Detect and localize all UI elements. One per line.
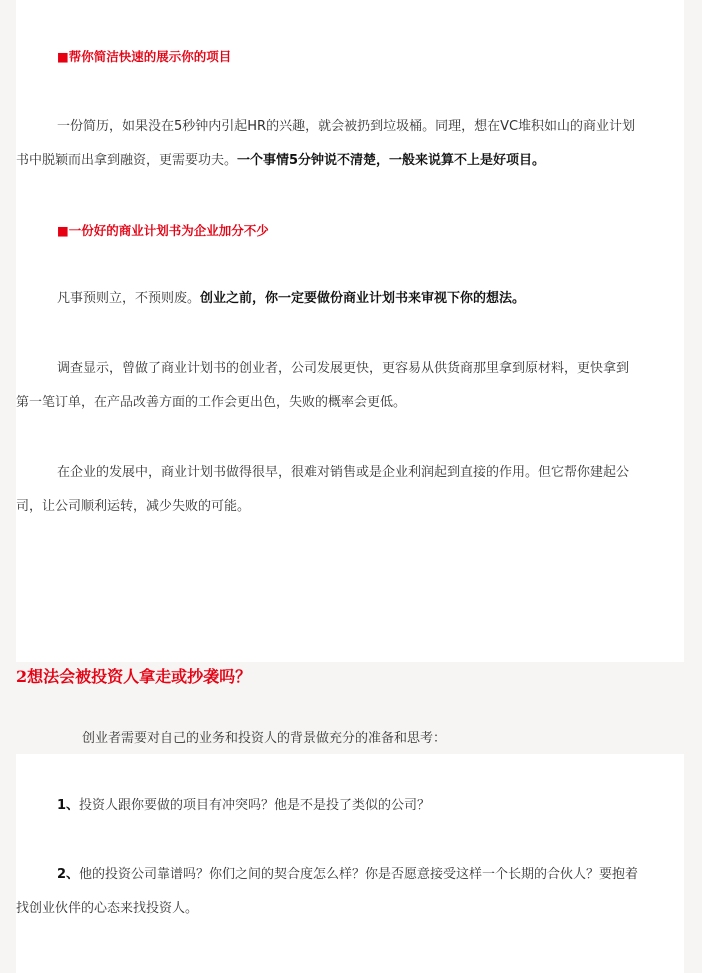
content-panel-top: [16, 0, 684, 662]
paragraph-1-bold-text: 一个事情5分钟说不清楚，一般来说算不上是好项目。: [237, 153, 546, 168]
paragraph-4-line-2: 司，让公司顺利运转，减少失败的可能。: [16, 499, 251, 514]
paragraph-4-line-1: 在企业的发展中，商业计划书做得很早，很难对销售或是企业利润起到直接的作用。但它帮你建起公: [57, 465, 630, 480]
section-heading-business-plan: ■一份好的商业计划书为企业加分不少: [57, 223, 269, 238]
section-2-intro: 创业者需要对自己的业务和投资人的背景做充分的准备和思考：: [82, 731, 447, 746]
paragraph-2: [57, 290, 525, 308]
content-panel-bottom: [16, 754, 684, 973]
paragraph-2-bold-text: 创业之前，你一定要做份商业计划书来审视下你的想法。: [200, 291, 526, 306]
question-2-text: 他的投资公司靠谱吗？你们之间的契合度怎么样？你是否愿意接受这样一个长期的合伙人？要抱着: [79, 867, 639, 882]
section-heading-showcase: ■帮你简洁快速的展示你的项目: [57, 49, 232, 64]
paragraph-1-normal-text: 书中脱颖而出拿到融资，更需要功夫。: [16, 153, 238, 168]
question-2-number: 2、: [57, 867, 80, 882]
question-2-line-1: [57, 866, 638, 884]
paragraph-1-line-1: 一份简历，如果没在5秒钟内引起HR的兴趣，就会被扔到垃圾桶。同理，想在VC堆积如山的商业计划: [57, 119, 636, 134]
question-1: [57, 797, 430, 815]
paragraph-3-line-2: 第一笔订单，在产品改善方面的工作会更出色，失败的概率会更低。: [16, 395, 407, 410]
section-title-idea-theft: 2想法会被投资人拿走或抄袭吗？: [16, 667, 252, 686]
question-1-number: 1、: [57, 798, 80, 813]
paragraph-1-line-2: [16, 152, 545, 170]
paragraph-3-line-1: 调查显示，曾做了商业计划书的创业者，公司发展更快，更容易从供货商那里拿到原材料，更快拿到: [57, 361, 630, 376]
question-2-line-2: 找创业伙伴的心态来找投资人。: [16, 901, 199, 916]
paragraph-2-normal-text: 凡事预则立，不预则废。: [57, 291, 201, 306]
question-1-text: 投资人跟你要做的项目有冲突吗？他是不是投了类似的公司？: [79, 798, 431, 813]
